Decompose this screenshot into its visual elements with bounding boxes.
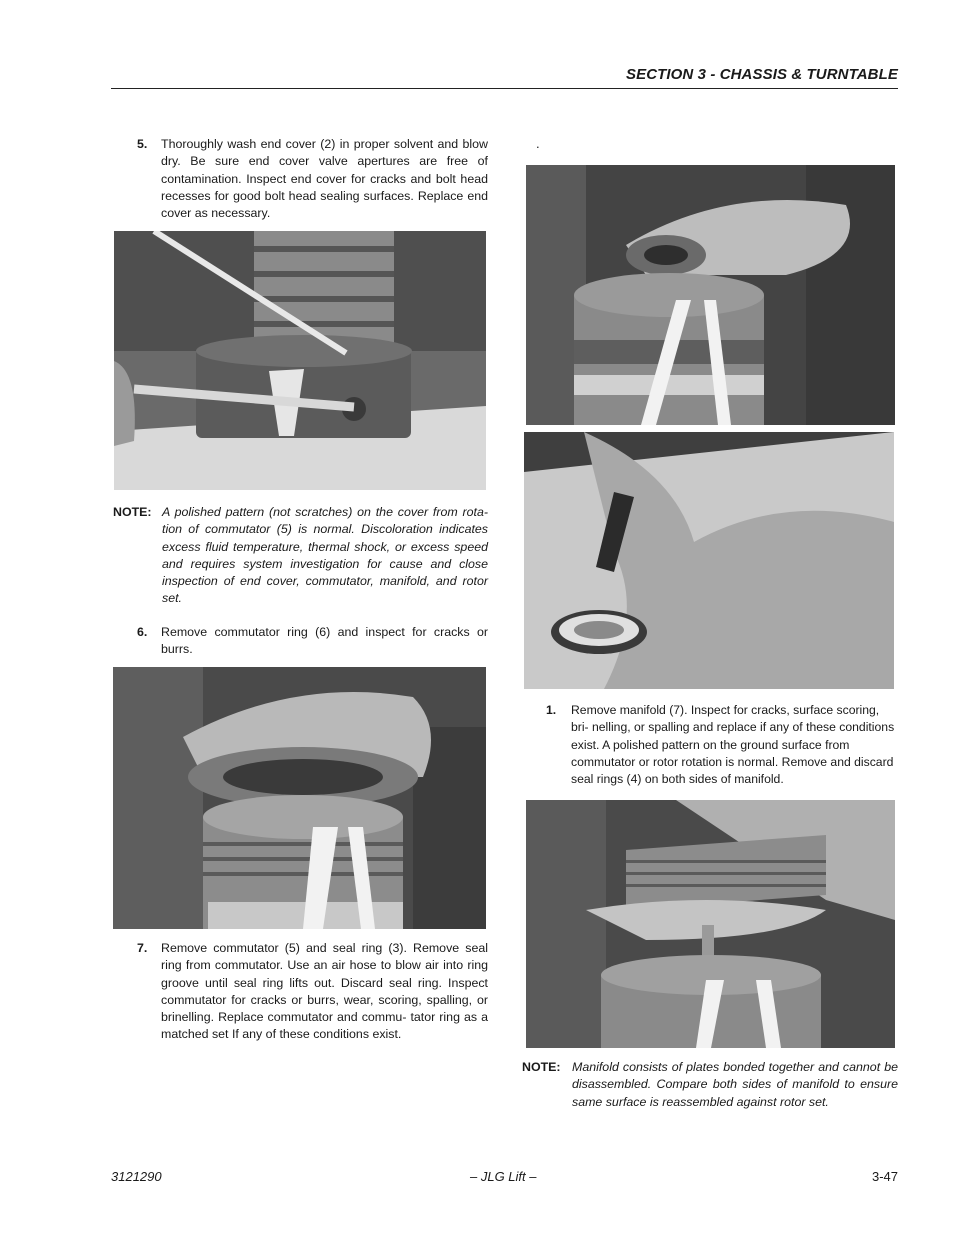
photo-manifold <box>526 800 895 1048</box>
step-1 <box>546 702 898 788</box>
step-1-number: 1. <box>546 703 557 717</box>
step-7 <box>137 940 488 1044</box>
step-1-text: Remove manifold (7). Inspect for cracks, surface scoring, bri- nelling, or spalling and replace if any of these conditions exist. A polished pattern on the ground surface from commutator or rotor rotation is normal. Remove and discard seal rings (4) on both sides of manifold. <box>571 703 895 787</box>
footer-page-number: 3-47 <box>871 1169 898 1184</box>
note-1 <box>113 504 488 608</box>
photo-seal-ring-removal <box>526 165 895 425</box>
photo-end-cover <box>114 231 486 490</box>
footer-doc-number: 3121290 <box>111 1169 162 1184</box>
note-1-text: A polished pattern (not scratches) on the cover from rota- tion of commutator (5) is normal. Discoloration indicates excess fluid temperature, thermal shock, or excess speed and requires system investigation for cause and close inspection of end cover, commutator, manifold, and rotor set. <box>162 505 488 606</box>
header-rule <box>111 88 898 89</box>
step-6 <box>137 624 488 659</box>
step-7-text: Remove commutator (5) and seal ring (3). Remove seal ring from commutator. Use an air hose to blow air into ring groove until seal ring lifts out. Discard seal ring. Inspect commutator for cracks or burrs, wear, scoring, spalling, or brinelling. Replace commutator and commu- tator ring as a matched set If any of these conditions exist. <box>161 941 488 1042</box>
step-6-number: 6. <box>137 625 148 639</box>
note-2-text: Manifold consists of plates bonded together and cannot be disassembled. Compare both sides of manifold to ensure same surface is reassembled against rotor set. <box>572 1060 898 1109</box>
photo-commutator-ring <box>113 667 486 929</box>
step-5 <box>137 136 488 222</box>
step-5-number: 5. <box>137 137 148 151</box>
stray-mark: . <box>536 136 540 151</box>
step-6-text: Remove commutator ring (6) and inspect for cracks or burrs. <box>161 625 488 657</box>
note-2 <box>522 1059 898 1111</box>
note-2-label: NOTE: <box>522 1060 561 1074</box>
step-7-number: 7. <box>137 941 148 955</box>
step-5-text: Thoroughly wash end cover (2) in proper solvent and blow dry. Be sure end cover valve apertures are free of contamination. Inspect end cover for cracks and bolt head recesses for good bolt head sealing surfaces. Replace end cover as necessary. <box>161 137 488 221</box>
footer-brand: – JLG Lift – <box>470 1169 537 1184</box>
photo-seal-ring-tool <box>524 432 894 689</box>
section-title: SECTION 3 - CHASSIS & TURNTABLE <box>625 66 898 83</box>
note-1-label: NOTE: <box>113 505 152 519</box>
